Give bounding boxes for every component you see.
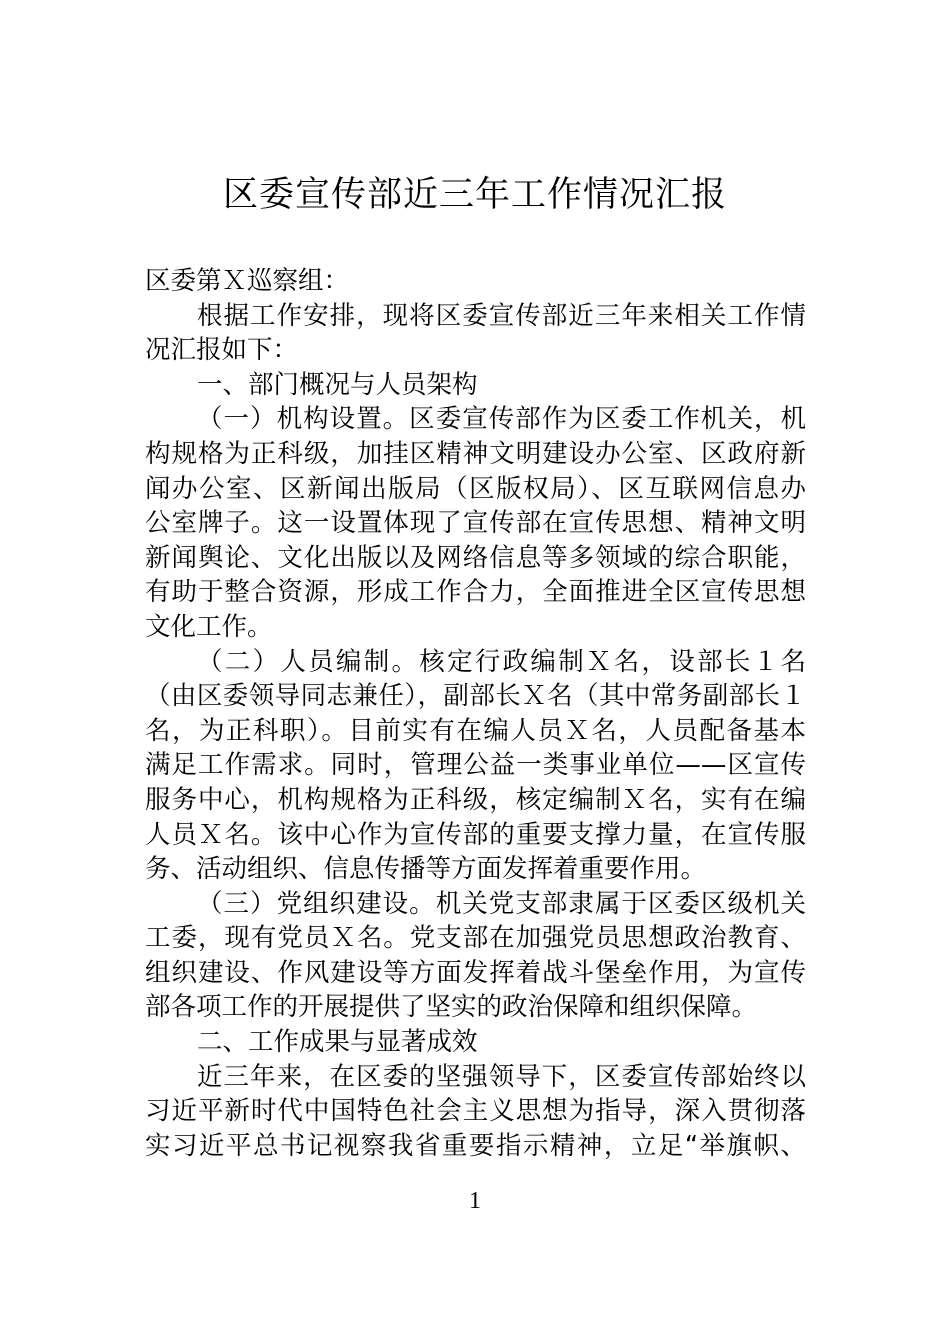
document-body [145, 264, 806, 1163]
text-line: 根据工作安排，现将区委宣传部近三年来相关工作情 [197, 300, 806, 331]
paragraph [145, 1060, 806, 1164]
text-line: （由区委领导同志兼任），副部长Ｘ名（其中常务副部长１ [145, 681, 806, 712]
page-number: 1 [469, 1188, 481, 1214]
paragraph [145, 887, 806, 1025]
text-line: 公室牌子。这一设置体现了宣传部在宣传思想、精神文明 [145, 508, 806, 539]
text-line: 构规格为正科级，加挂区精神文明建设办公室、区政府新 [145, 438, 806, 469]
text-line: 新闻舆论、文化出版以及网络信息等多领域的综合职能， [145, 542, 806, 573]
text-line: 习近平新时代中国特色社会主义思想为指导，深入贯彻落 [145, 1096, 806, 1127]
text-line: 闻办公室、区新闻出版局（区版权局）、区互联网信息办 [145, 473, 806, 504]
text-line: 一、部门概况与人员架构 [197, 369, 478, 400]
text-line: 务、活动组织、信息传播等方面发挥着重要作用。 [145, 854, 707, 885]
paragraph [145, 1025, 806, 1060]
paragraph [145, 402, 806, 644]
document-title: 区委宣传部近三年工作情况汇报 [222, 175, 727, 215]
text-line: （三）党组织建设。机关党支部隶属于区委区级机关 [197, 888, 806, 919]
text-line: 区委第Ｘ巡察组： [145, 266, 350, 296]
text-line: 人员Ｘ名。该中心作为宣传部的重要支撑力量，在宣传服 [145, 819, 806, 850]
text-line: 二、工作成果与显著成效 [197, 1027, 478, 1058]
paragraph [145, 645, 806, 887]
paragraph [145, 368, 806, 403]
text-line: 满足工作需求。同时，管理公益一类事业单位——区宣传 [145, 750, 806, 781]
text-line: 实习近平总书记视察我省重要指示精神，立足“举旗帜、 [145, 1130, 806, 1161]
text-line: （一）机构设置。区委宣传部作为区委工作机关，机 [197, 404, 806, 435]
text-line: 有助于整合资源，形成工作合力，全面推进全区宣传思想 [145, 577, 806, 608]
text-line: 部各项工作的开展提供了坚实的政治保障和组织保障。 [145, 992, 758, 1023]
text-line: 工委，现有党员Ｘ名。党支部在加强党员思想政治教育、 [145, 923, 806, 954]
text-line: 组织建设、作风建设等方面发挥着战斗堡垒作用，为宣传 [145, 957, 806, 988]
text-line: 文化工作。 [145, 611, 273, 642]
text-line: 况汇报如下： [145, 335, 299, 366]
paragraph [145, 299, 806, 368]
text-line: 名，为正科职）。目前实有在编人员Ｘ名，人员配备基本 [145, 715, 806, 746]
text-line: （二）人员编制。核定行政编制Ｘ名，设部长１名 [197, 646, 806, 677]
text-line: 服务中心，机构规格为正科级，核定编制Ｘ名，实有在编 [145, 784, 806, 815]
paragraph [145, 264, 806, 299]
text-line: 近三年来，在区委的坚强领导下，区委宣传部始终以 [197, 1061, 806, 1092]
